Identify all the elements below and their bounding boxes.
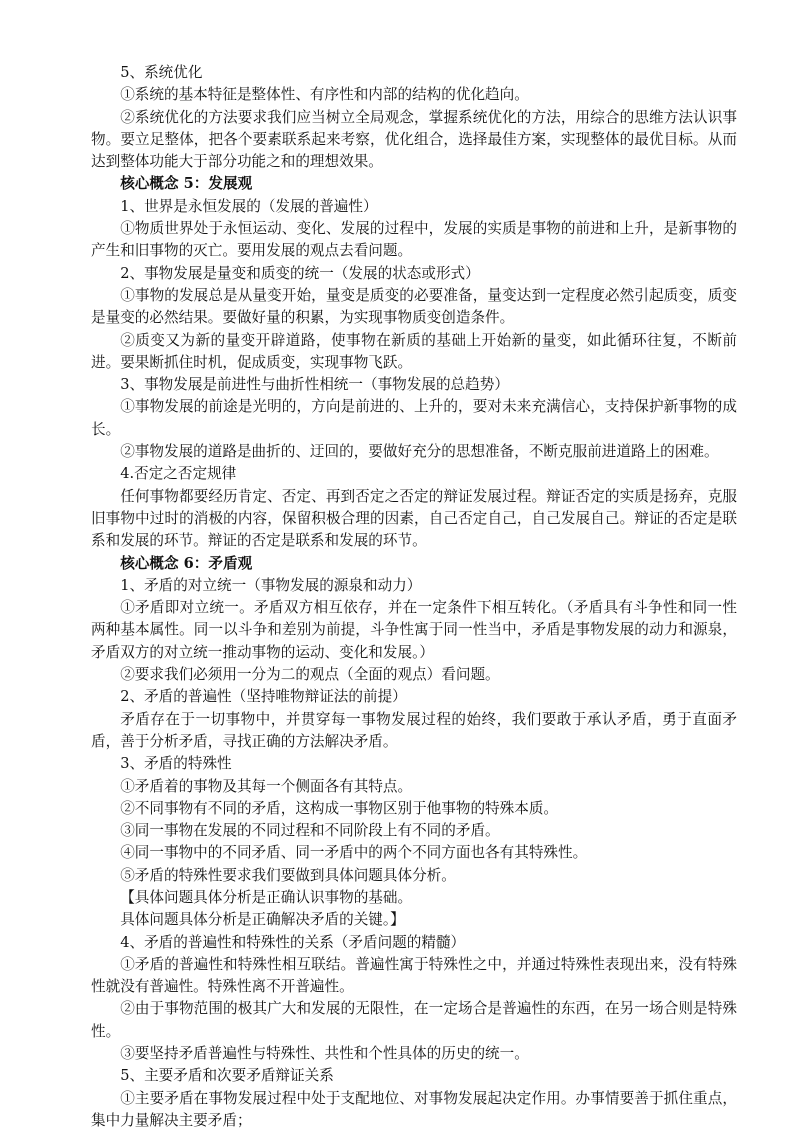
paragraph: 1、矛盾的对立统一（事物发展的源泉和动力） [120, 576, 422, 594]
section-heading: 核心概念 5：发展观 [120, 175, 253, 193]
paragraph: 4、矛盾的普遍性和特殊性的关系（矛盾问题的精髓） [120, 933, 466, 951]
paragraph: 2、矛盾的普遍性（坚持唯物辩证法的前提） [120, 688, 407, 706]
paragraph: ②质变又为新的量变开辟道路，使事物在新质的基础上开始新的量变，如此循环往复，不断前进。要果断抓住时机，促成质变，实现事物飞跃。 [91, 331, 737, 371]
paragraph: ①矛盾着的事物及其每一个侧面各有其特点。 [120, 777, 413, 795]
paragraph: ①矛盾的普遍性和特殊性相互联结。普遍性寓于特殊性之中，并通过特殊性表现出来，没有特殊性就没有普遍性。特殊性离不开普遍性。 [91, 955, 737, 996]
paragraph: 5、主要矛盾和次要矛盾辩证关系 [120, 1067, 334, 1085]
paragraph: 【具体问题具体分析是正确认识事物的基础。 [120, 888, 413, 906]
paragraph: ②系统优化的方法要求我们应当树立全局观念，掌握系统优化的方法，用综合的思维方法认识事物。要立足整体，把各个要素联系起来考察，优化组合，选择最佳方案，实现整体的最优目标。从而达到整体功能大于部分功能之和的理想效果。 [91, 108, 737, 171]
paragraph: ②不同事物有不同的矛盾，这构成一事物区别于他事物的特殊本质。 [120, 799, 559, 817]
paragraph: 3、事物发展是前进性与曲折性相统一（事物发展的总趋势） [120, 376, 509, 394]
paragraph: ②事物发展的道路是曲折的、迂回的，要做好充分的思想准备，不断克服前进道路上的困难。 [120, 443, 719, 461]
paragraph: ⑤矛盾的特殊性要求我们要做到具体问题具体分析。 [120, 866, 456, 884]
paragraph: ②由于事物范围的极其广大和发展的无限性，在一定场合是普遍性的东西，在另一场合则是特殊性。 [91, 1000, 737, 1040]
paragraph: 矛盾存在于一切事物中，并贯穿每一事物发展过程的始终，我们要敢于承认矛盾，勇于直面矛盾，善于分析矛盾，寻找正确的方法解决矛盾。 [91, 710, 737, 750]
paragraph: ①事物发展的前途是光明的，方向是前进的、上升的，要对未来充满信心，支持保护新事物的成长。 [91, 398, 737, 438]
paragraph: 2、事物发展是量变和质变的统一（发展的状态或形式） [120, 264, 480, 282]
paragraph: ①事物的发展总是从量变开始，量变是质变的必要准备，量变达到一定程度必然引起质变，质变是量变的必然结果。要做好量的积累，为实现事物质变创造条件。 [91, 286, 737, 327]
section-heading: 核心概念 6：矛盾观 [120, 554, 253, 572]
paragraph: ①物质世界处于永恒运动、变化、发展的过程中，发展的实质是事物的前进和上升，是新事物的产生和旧事物的灭亡。要用发展的观点去看问题。 [91, 220, 737, 260]
paragraph: ③要坚持矛盾普遍性与特殊性、共性和个性具体的历史的统一。 [120, 1045, 529, 1063]
document-page [91, 62, 737, 1132]
paragraph: 任何事物都要经历肯定、否定、再到否定之否定的辩证发展过程。辩证否定的实质是扬弃，克服旧事物中过时的消极的内容，保留积极合理的因素，自己否定自己，自己发展自己。辩证的否定是联系和发展的环节。辩证的否定是联系和发展的环节。 [91, 487, 737, 550]
paragraph: ①主要矛盾在事物发展过程中处于支配地位、对事物发展起决定作用。办事情要善于抓住重点，集中力量解决主要矛盾； [91, 1089, 737, 1129]
paragraph: 3、矛盾的特殊性 [120, 755, 232, 773]
paragraph: ④同一事物中的不同矛盾、同一矛盾中的两个不同方面也各有其特殊性。 [120, 844, 588, 862]
paragraph: ③同一事物在发展的不同过程和不同阶段上有不同的矛盾。 [120, 822, 500, 840]
paragraph: 1、世界是永恒发展的（发展的普遍性） [120, 197, 378, 215]
paragraph: ①矛盾即对立统一。矛盾双方相互依存，并在一定条件下相互转化。（矛盾具有斗争性和同一性两种基本属性。同一以斗争和差别为前提，斗争性寓于同一性当中，矛盾是事物发展的动力和源泉，矛盾双方的对立统一推动事物的运动、变化和发展。） [91, 599, 737, 661]
paragraph: 具体问题具体分析是正确解决矛盾的关键。】 [120, 911, 405, 929]
paragraph: 4.否定之否定规律 [120, 465, 237, 483]
paragraph: ①系统的基本特征是整体性、有序性和内部的结构的优化趋向。 [120, 86, 529, 104]
paragraph: ②要求我们必须用一分为二的观点（全面的观点）看问题。 [120, 666, 500, 684]
paragraph: 5、系统优化 [120, 64, 203, 81]
